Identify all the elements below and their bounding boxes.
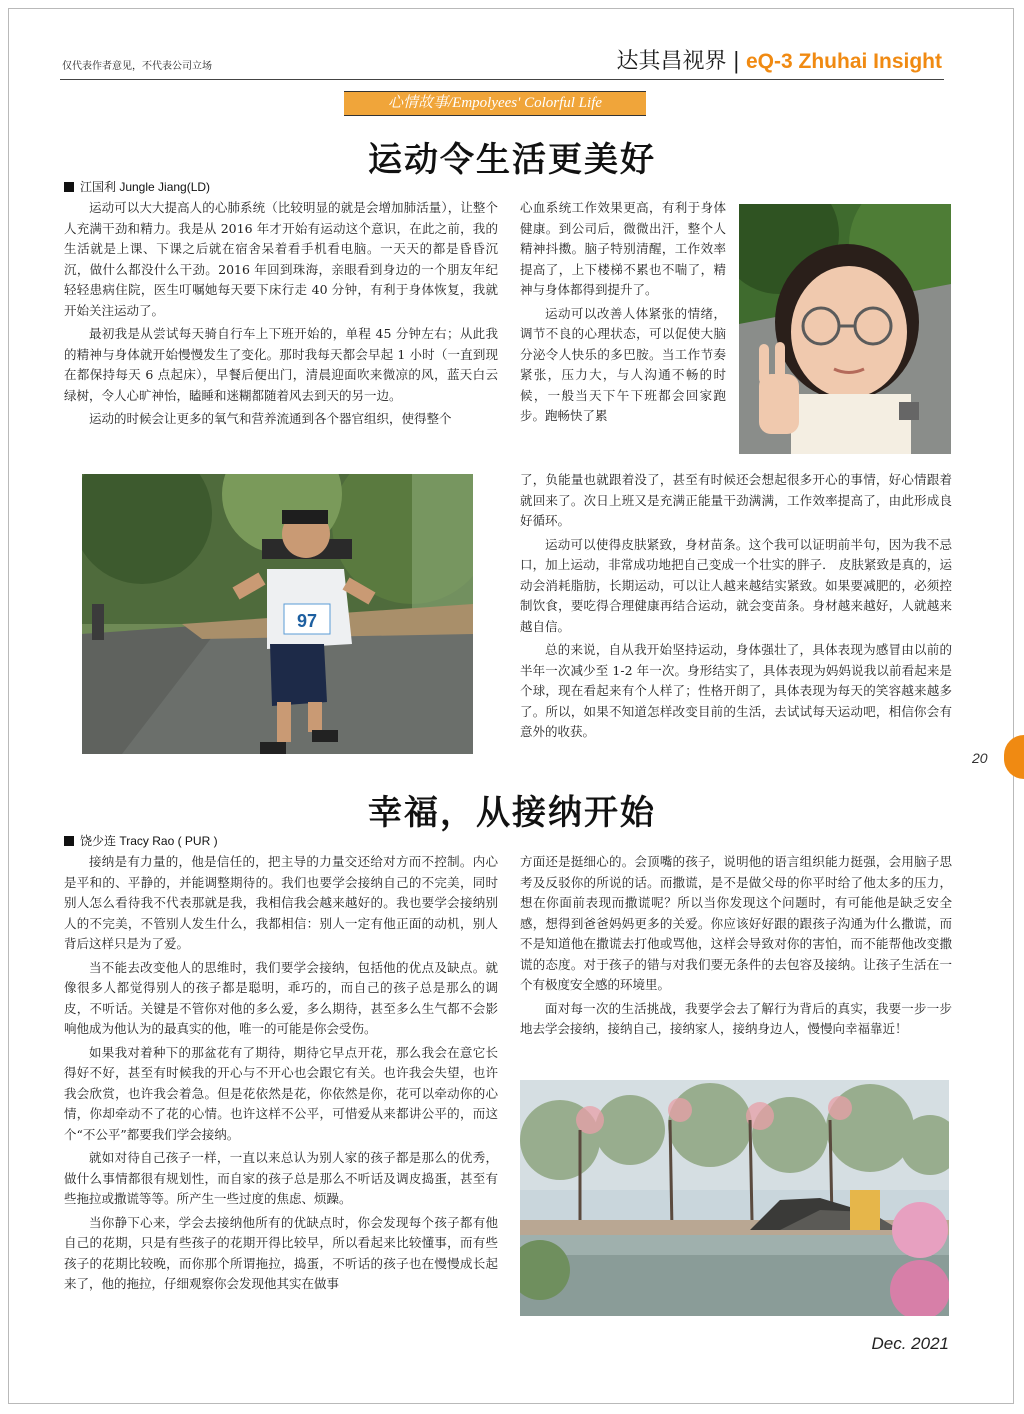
article2-left-column <box>64 852 498 1298</box>
brand-en: eQ-3 Zhuhai Insight <box>745 50 942 73</box>
paragraph: 面对每一次的生活挑战，我要学会去了解行为背后的真实，我要一步一步地去学会接纳，接纳自己，接纳家人，接纳身边人，慢慢向幸福靠近！ <box>520 1000 952 1036</box>
article1-author <box>64 178 210 195</box>
park-photo <box>520 1080 949 1316</box>
brand-separator: | <box>732 49 740 74</box>
paragraph: 就如对待自己孩子一样，一直以来总认为别人家的孩子都是那么的优秀，做什么事情都很有规划性，而自家的孩子总是那么不听话及调皮捣蛋，甚至有些拖拉或撒谎等等。所产生一些过度的焦虑、烦躁。 <box>64 1150 498 1206</box>
paragraph: 方面还是挺细心的。会顶嘴的孩子，说明他的语言组织能力挺强，会用脑子思考及反驳你的所说的话。而撒谎，是不是做父母的你平时给了他太多的压力，想在你面前表现而撒谎呢？所以当你发现这个问题时，有可能他是缺乏安全感，想得到爸爸妈妈更多的关爱。你应该好好跟的跟孩子沟通为什么撒谎，而不是知道他在撒谎去打他或骂他，这样会导致对你的害怕，而不能帮他改变撒谎的态度。对于孩子的错与对我们要无条件的去包容及接纳。让孩子生活在一个有极度安全感的环境里。 <box>520 854 952 992</box>
paragraph: 总的来说，自从我开始坚持运动，身体强壮了，具体表现为感冒由以前的半年一次减少至 1-2 年一次。身形结实了，具体表现为妈妈说我以前看起来是个球，现在看起来有个人样了；性格开朗了，具体表现为每天的笑容越来越多了。所以，如果不知道怎样改变目前的生活，去试试每天运动吧，相信你会有意外的收获。 <box>520 642 952 739</box>
bullet-square-icon <box>64 836 74 846</box>
paragraph: 如果我对着种下的那盆花有了期待，期待它早点开花，那么我会在意它长得好不好，甚至有时候我的开心与不开心也会跟它有关。也许我会失望，也许我会欣赏，也许我会着急。但是花依然是花，你依然是你，花可以牵动你的心情，你却牵动不了花的心情。也许这样不公平，可惜爱从来都讲公平的，而这个“不公平”都要我们学会接纳。 <box>64 1044 498 1142</box>
article1-title: 运动令生活更美好 <box>368 140 656 180</box>
bib-number: 97 <box>296 611 318 631</box>
paragraph: 当你静下心来，学会去接纳他所有的优缺点时，你会发现每个孩子都有他自己的花期，只是有些孩子的花期开得比较早，所以看起来比较懂事，而有些孩子的花期比较晚，而你那个所谓拖拉，捣蛋，不听话的孩子也在慢慢成长起来了，他的拖拉，仔细观察你会发现他其实在做事 <box>64 1214 498 1291</box>
paragraph: 运动可以使得皮肤紧致，身材苗条。这个我可以证明前半句，因为我不忌口，加上运动，非常成功地把自己变成一个壮实的胖子． 皮肤紧致是真的，运动会消耗脂肪，长期运动，可以让人越来越结实紧致。如果要减肥的，必须控制饮食，要吃得合理健康再结合运动，就会变苗条。身材越来越好，人就越来越自信。 <box>520 536 952 634</box>
paragraph: 运动可以改善人体紧张的情绪，调节不良的心理状态，可以促使大脑分泌令人快乐的多巴胺。当工作节奏紧张，压力大，与人沟通不畅的时候，一般当天下午下班都会回家跑步。跑畅快了累 <box>520 305 726 423</box>
header-rule <box>60 79 944 80</box>
paragraph: 了，负能量也就跟着没了，甚至有时候还会想起很多开心的事情，好心情跟着就回来了。次日上班又是充满正能量干劲满满，工作效率提高了，由此形成良好循环。 <box>520 472 952 528</box>
page-number: 20 <box>972 750 988 766</box>
article1-right-bottom-column <box>520 470 952 746</box>
paragraph: 当不能去改变他人的思维时，我们要学会接纳，包括他的优点及缺点。就像很多人都觉得别人的孩子都是聪明，乖巧的，而自己的孩子总是那么的调皮，不听话。关键是不管你对他的多么爱，多么期待，甚至多么生气都不会影响他成为他认为的最真实的他，唯一的可能是你会受伤。 <box>64 959 498 1036</box>
brand-cn: 达其昌视界 <box>616 49 727 74</box>
section-band: 心情故事/Empolyees' Colorful Life <box>344 91 646 116</box>
article2-author-name: 饶少连 Tracy Rao ( PUR ) <box>80 834 218 848</box>
bullet-square-icon <box>64 182 74 192</box>
paragraph: 心血系统工作效果更高，有利于身体健康。到公司后，微微出汗，整个人精神抖擞。脑子特别清醒，工作效率提高了，上下楼梯不累也不喘了，精神与身体都得到提升了。 <box>520 200 726 297</box>
article1-left-column <box>64 198 498 433</box>
paragraph: 接纳是有力量的，他是信任的，把主导的力量交还给对方而不控制。内心是平和的、平静的，并能调整期待的。我们也要学会接纳自己的不完美，同时别人怎么看待我不代表那就是我，我相信我会越来越好的。我也要学会接纳别人的不完美，不管别人发生什么，我都相信：别人一定有他正面的动机，别人背后这样只是为了爱。 <box>64 854 498 951</box>
runner-photo <box>82 474 473 754</box>
disclaimer: 仅代表作者意见，不代表公司立场 <box>62 61 212 72</box>
article2-author <box>64 832 218 849</box>
issue-date: Dec. 2021 <box>871 1334 949 1353</box>
paragraph: 运动可以大大提高人的心肺系统（比较明显的就是会增加肺活量），让整个人充满干劲和精力。我是从 2016 年才开始有运动这个意识，在此之前，我的生活就是上课、下课之后就在宿舍呆着看手机看电脑。一天天的都是昏昏沉沉，做什么都没什么干劲。2016 年回到珠海，亲眼看到身边的一个朋友年纪轻轻患病住院，医生叮嘱她每天要下床行走 40 分钟，有利于身体恢复，我就开始关注运动了。 <box>64 200 498 318</box>
article1-author-name: 江国利 Jungle Jiang(LD) <box>80 180 211 194</box>
article2-right-column <box>520 852 952 1043</box>
article1-right-top-column <box>520 198 726 430</box>
portrait-photo <box>739 204 951 454</box>
masthead <box>617 44 942 75</box>
article2-title: 幸福，从接纳开始 <box>368 793 656 833</box>
paragraph: 最初我是从尝试每天骑自行车上下班开始的，单程 45 分钟左右；从此我的精神与身体就开始慢慢发生了变化。那时我每天都会早起 1 小时（一直到现在都保持每天 6 点起床），早餐后便出门，清晨迎面吹来微凉的风，蓝天白云绿树，令人心旷神怡，瞌睡和迷糊都随着风去到天的另一边。 <box>64 326 498 403</box>
paragraph: 运动的时候会让更多的氧气和营养流通到各个器官组织，使得整个 <box>89 411 452 426</box>
